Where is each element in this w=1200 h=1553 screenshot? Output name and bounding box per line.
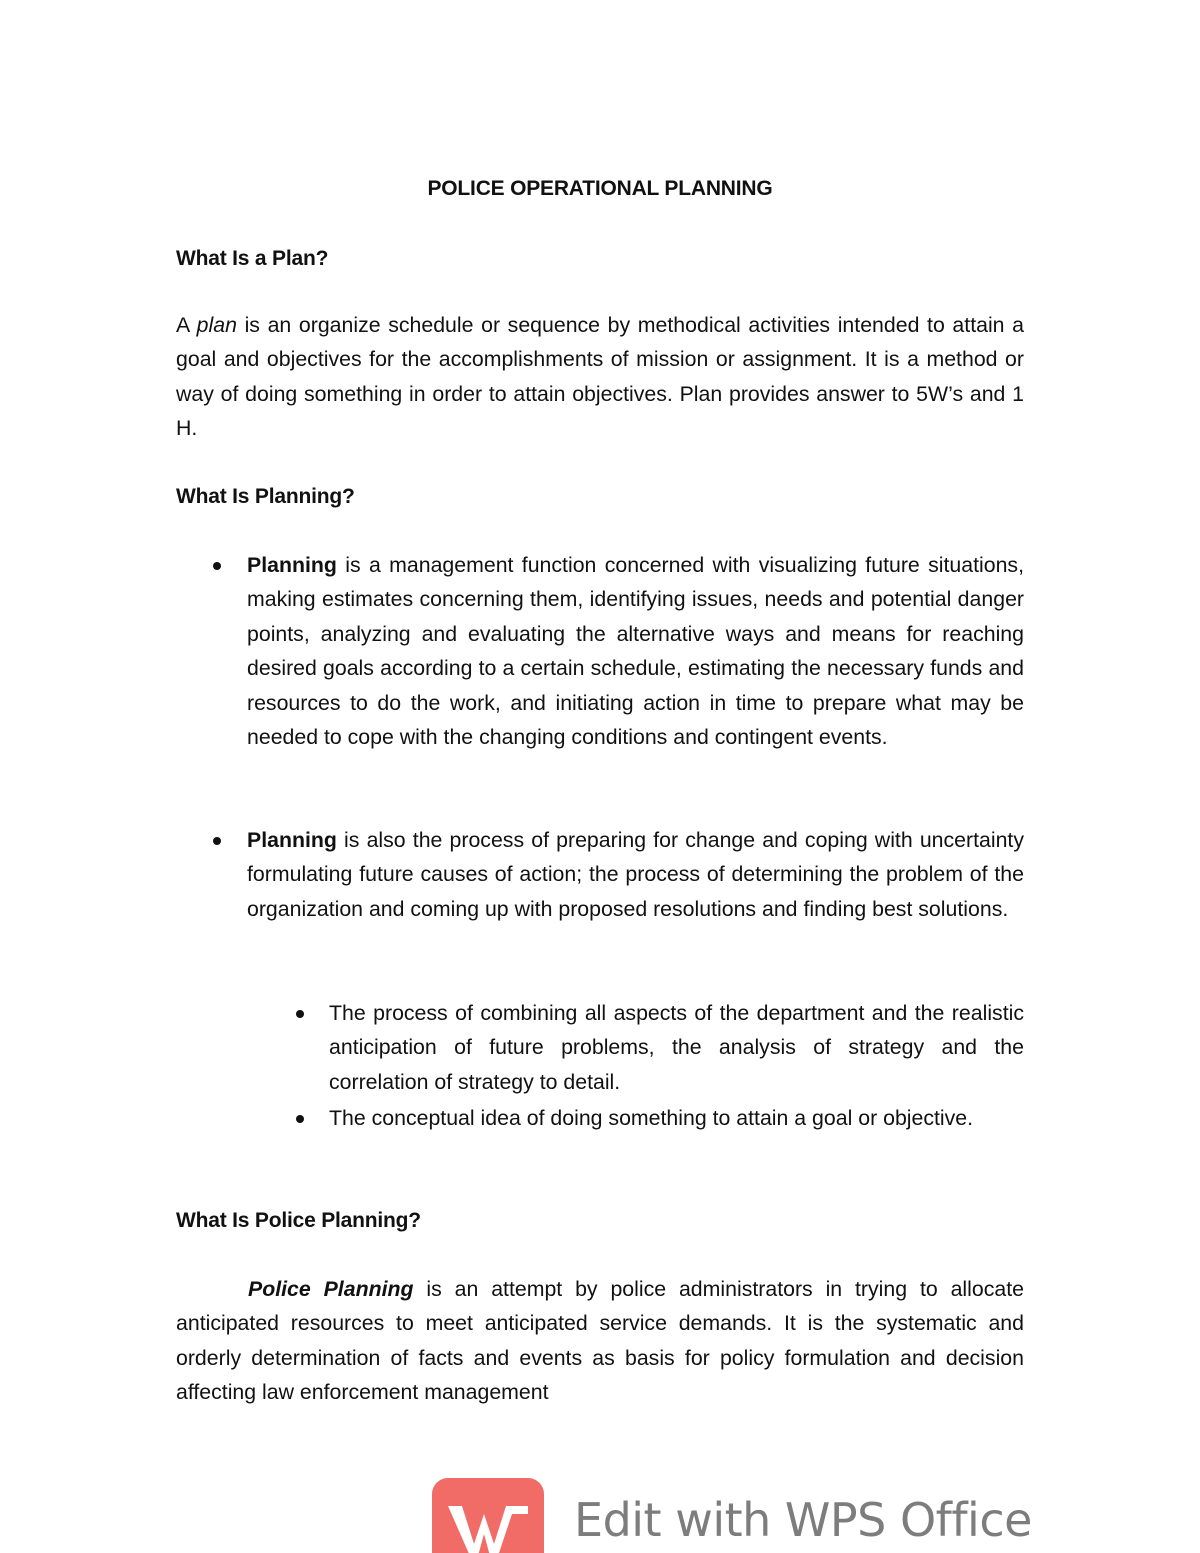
wps-watermark[interactable] [432, 1478, 1200, 1553]
heading-what-is-a-plan: What Is a Plan? [176, 247, 329, 270]
bullet-icon [213, 837, 221, 845]
term-plan: plan [196, 313, 237, 337]
paragraph-police-planning [176, 1272, 1024, 1410]
bullet-term: Planning [247, 828, 337, 852]
paragraph-plan-definition [176, 308, 1024, 446]
heading-what-is-police-planning: What Is Police Planning? [176, 1209, 421, 1232]
para-start: A [176, 313, 197, 337]
bullet-icon [296, 1115, 304, 1123]
bullet-text: is also the process of preparing for change and coping with uncertainty formulating future causes of action; the process of determining the problem of the organization and coming up with proposed resolutions and finding best solutions. [247, 828, 1024, 921]
para-rest: is an organize schedule or sequence by methodical activities intended to attain a goal and objectives for the accomplishments of mission or assignment. It is a method or way of doing something in order to attain objectives. Plan provides answer to 5W’s and 1 H. [176, 313, 1025, 441]
bullet-term: Planning [247, 553, 337, 577]
wps-watermark-text: Edit with WPS Office [574, 1493, 1032, 1547]
sub-bullet-2: The conceptual idea of doing something to attain a goal or objective. [329, 1106, 974, 1130]
police-planning-text: is an attempt by police administrators in trying to allocate anticipated resources to meet anticipated service demands. It is the systematic and orderly determination of facts and events as basis for policy formulation and decision affecting law enforcement management [176, 1277, 1024, 1405]
bullet-icon [213, 562, 221, 570]
document-title: POLICE OPERATIONAL PLANNING [427, 177, 773, 200]
term-police-planning: Police Planning [248, 1277, 414, 1301]
bullet-planning-1 [247, 548, 1024, 754]
heading-what-is-planning: What Is Planning? [176, 485, 355, 508]
sub-bullet-1: The process of combining all aspects of the department and the realistic anticipation of future problems, the analysis of strategy and the correlation of strategy to detail. [329, 1001, 1024, 1094]
wps-w-icon [432, 1478, 544, 1553]
bullet-text: is a management function concerned with visualizing future situations, making estimates concerning them, identifying issues, needs and potential danger points, analyzing and evaluating the alternative ways and means for reaching desired goals according to a certain schedule, estimating the necessary funds and resources to do the work, and initiating action in time to prepare what may be needed to cope with the changing conditions and contingent events. [247, 553, 1024, 750]
bullet-planning-2 [247, 823, 1024, 926]
bullet-icon [296, 1010, 304, 1018]
